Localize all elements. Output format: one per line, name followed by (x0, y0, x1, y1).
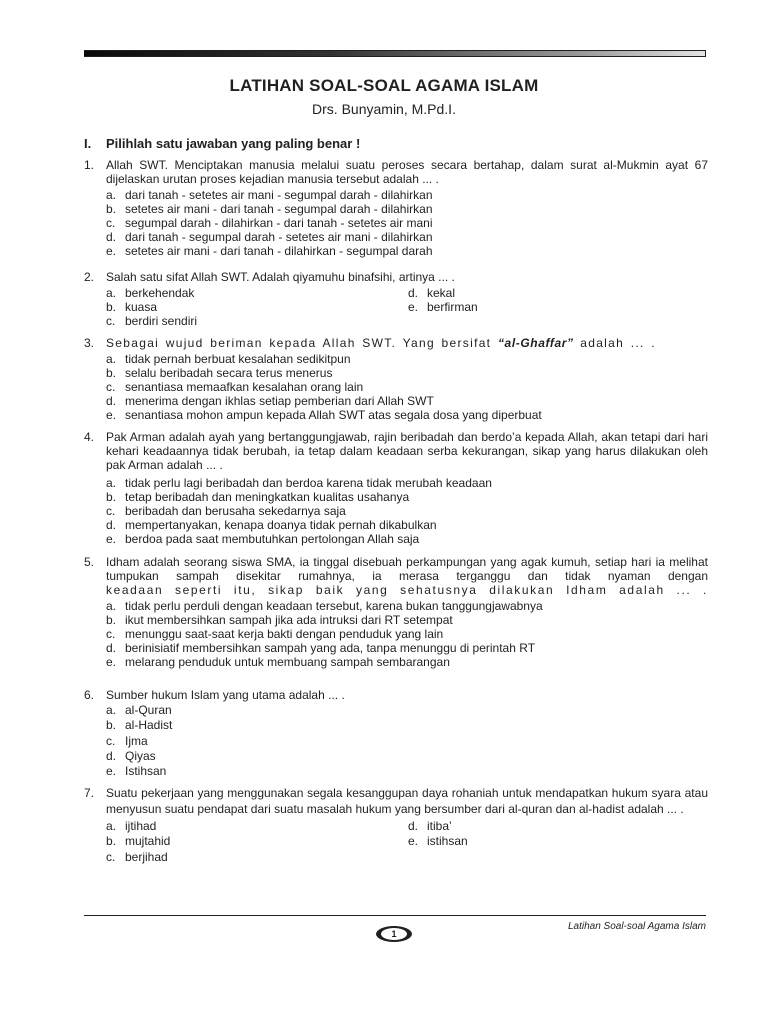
question-text-continued: keadaan seperti itu, sikap baik yang sehatusnya dilakukan Idham adalah ... . (106, 583, 708, 597)
page-title: LATIHAN SOAL-SOAL AGAMA ISLAM (229, 76, 539, 95)
running-title: Latihan Soal-soal Agama Islam (567, 921, 706, 932)
option-c: c. berdiri sendiri (106, 314, 198, 328)
option-b: b. setetes air mani - dari tanah - segumpal darah - dilahirkan (106, 202, 433, 216)
option-b: b. ikut membersihkan sampah jika ada intruksi dari RT setempat (106, 613, 453, 627)
question-number: 1. (84, 158, 95, 172)
option-d: d. mempertanyakan, kenapa doanya tidak pernah dikabulkan (106, 518, 437, 532)
option-d: d. kekal (408, 286, 456, 300)
option-e: e. istihsan (408, 834, 468, 849)
option-a: a. dari tanah - setetes air mani - segumpal darah - dilahirkan (106, 188, 433, 202)
option-a: a. tidak perlu perduli dengan keadaan tersebut, karena bukan tanggungjawabnya (106, 599, 543, 613)
question-text: Suatu pekerjaan yang menggunakan segala kesanggupan daya rohaniah untuk mendapatkan hukum syara atau menyusun suatu pendapat dari suatu masalah hukum yang bersumber dari al-quran dan al-hadist adalah ... . (106, 786, 708, 816)
option-a: a. ijtihad (106, 819, 157, 833)
question-7 (84, 786, 708, 865)
option-c: c. berjihad (106, 849, 168, 864)
question-number: 4. (84, 430, 95, 444)
question-text: Pak Arman adalah ayah yang bertanggungjawab, rajin beribadah dan berdo’a kepada Allah, akan tetapi dari hari kehari keadaannya tidak berubah, ia tetap dalam keadaan serba kekurangan, sikap yang harus dilakukan oleh pak Arman adalah ... . (106, 430, 708, 472)
option-a: a. tidak pernah berbuat kesalahan sedikitpun (106, 352, 351, 366)
question-text: Idham adalah seorang siswa SMA, ia tinggal disebuah perkampungan yang agak kumuh, setiap hari ia melihat tumpukan sampah disekitar rumahnya, ia merasa terganggu dan tidak nyaman dengan (106, 555, 708, 583)
option-c: c. segumpal darah - dilahirkan - dari tanah - setetes air mani (106, 216, 433, 230)
option-c: c. menunggu saat-saat kerja bakti dengan penduduk yang lain (106, 627, 444, 641)
option-b: b. mujtahid (106, 834, 171, 849)
option-a: a. al-Quran (106, 703, 172, 717)
option-e: e. setetes air mani - dari tanah - dilahirkan - segumpal darah (106, 244, 433, 258)
question-5 (84, 555, 708, 669)
page-number-badge (376, 926, 412, 942)
question-6 (84, 688, 708, 779)
question-2 (84, 270, 708, 328)
option-d: d. dari tanah - segumpal darah - setetes air mani - dilahirkan (106, 230, 433, 244)
header-rule (84, 50, 706, 57)
option-c: c. senantiasa memaafkan kesalahan orang lain (106, 380, 364, 394)
option-d: d. Qiyas (106, 748, 156, 763)
option-c: c. beribadah dan berusaha sekedarnya saja (106, 504, 346, 518)
option-c: c. Ijma (106, 733, 148, 748)
option-e: e. Istihsan (106, 764, 167, 779)
option-b: b. al-Hadist (106, 718, 173, 733)
option-d: d. berinisiatif membersihkan sampah yang ada, tanpa menunggu di perintah RT (106, 641, 536, 655)
question-number: 3. (84, 336, 95, 350)
section-heading (84, 136, 360, 151)
question-text: Sumber hukum Islam yang utama adalah ... . (106, 688, 345, 702)
question-number: 5. (84, 555, 95, 569)
page-number: 1 (381, 928, 407, 940)
question-4 (84, 430, 708, 546)
option-e: e. melarang penduduk untuk membuang sampah sembarangan (106, 655, 450, 669)
option-e: e. berfirman (408, 300, 478, 314)
question-text: Salah satu sifat Allah SWT. Adalah qiyamuhu binafsihi, artinya ... . (106, 270, 455, 284)
option-a: a. tidak perlu lagi beribadah dan berdoa karena tidak merubah keadaan (106, 476, 492, 490)
question-text: Allah SWT. Menciptakan manusia melalui suatu peroses secara bertahap, dalam surat al-Mukmin ayat 67 dijelaskan urutan proses kejadian manusia tersebut adalah ... . (106, 158, 708, 186)
question-1 (84, 158, 708, 258)
option-e: e. berdoa pada saat membutuhkan pertolongan Allah saja (106, 532, 420, 546)
emphasized-term: “al-Ghaffar” (497, 336, 574, 350)
author: Drs. Bunyamin, M.Pd.I. (312, 101, 456, 117)
option-b: b. selalu beribadah secara terus menerus (106, 366, 333, 380)
question-text: Sebagai wujud beriman kepada Allah SWT. Yang bersifat “al-Ghaffar” adalah ... . (106, 336, 656, 350)
option-a: a. berkehendak (106, 286, 195, 300)
section-number: I. (84, 136, 92, 151)
question-number: 6. (84, 688, 95, 702)
section-instruction: Pilihlah satu jawaban yang paling benar ! (106, 136, 361, 151)
option-b: b. tetap beribadah dan meningkatkan kualitas usahanya (106, 490, 410, 504)
question-number: 2. (84, 270, 95, 284)
question-3 (84, 336, 708, 422)
option-d: d. menerima dengan ikhlas setiap pemberian dari Allah SWT (106, 394, 434, 408)
question-number: 7. (84, 786, 95, 800)
footer-rule (84, 915, 706, 916)
option-d: d. itiba’ (408, 819, 452, 833)
option-e: e. senantiasa mohon ampun kepada Allah SWT atas segala dosa yang diperbuat (106, 408, 542, 422)
option-b: b. kuasa (106, 300, 158, 314)
